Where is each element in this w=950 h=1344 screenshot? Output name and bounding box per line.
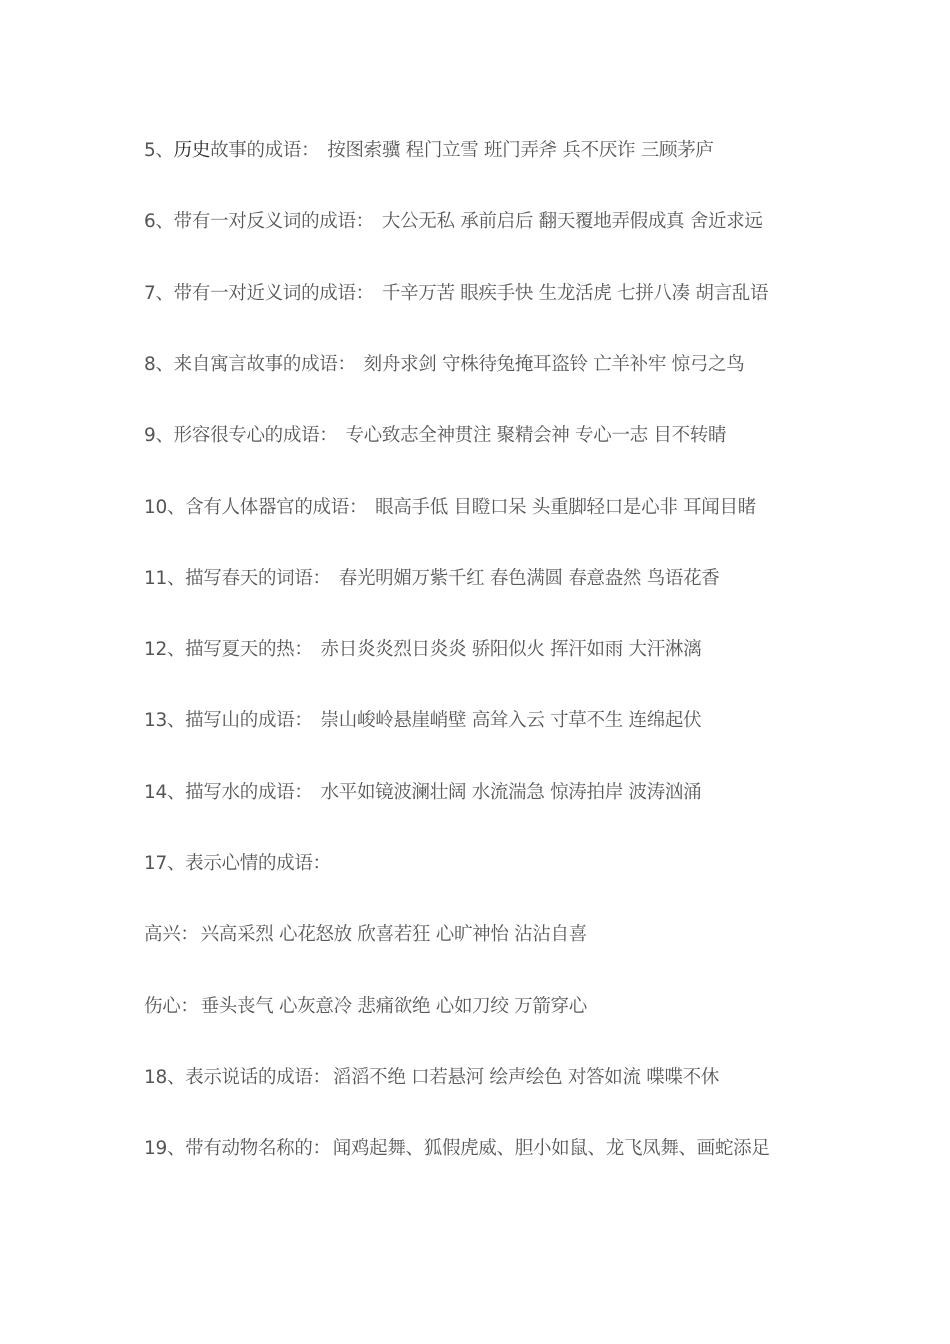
- idiom-examples: 垂头丧气 心灰意冷 悲痛欲绝 心如刀绞 万箭穿心: [200, 995, 587, 1017]
- idiom-examples: 闻鸡起舞、狐假虎威、胆小如鼠、龙飞凤舞、画蛇添足: [332, 1138, 770, 1160]
- line-label: 高兴：: [144, 924, 199, 946]
- idiom-examples: 水平如镜波澜壮阔 水流湍急 惊涛拍岸 波涛汹涌: [320, 781, 702, 803]
- idiom-line: [144, 781, 701, 805]
- idiom-examples: 按图索骥 程门立雪 班门弄斧 兵不厌诈 三顾茅庐: [327, 140, 714, 161]
- idiom-examples: 专心致志全神贯注 聚精会神 专心一志 目不转睛: [345, 425, 727, 447]
- idiom-examples: 大公无私 承前启后 翻天覆地弄假成真 舍近求远: [381, 211, 763, 233]
- line-label: 18、表示说话的成语：: [144, 1066, 331, 1088]
- line-label: 故事的成语：: [210, 140, 320, 161]
- idiom-line: [144, 353, 744, 377]
- line-label: 7、带有一对近义词的成语：: [144, 282, 374, 304]
- idiom-examples: 刻舟求剑 守株待兔掩耳盗铃 亡羊补牢 惊弓之鸟: [363, 353, 745, 375]
- idiom-examples: 眼高手低 目瞪口呆 头重脚轻口是心非 耳闻目睹: [375, 496, 756, 518]
- line-label: 14、描写水的成语：: [144, 781, 313, 803]
- idiom-examples: 春光明媚万紫千红 春色满圆 春意盎然 鸟语花香: [338, 567, 720, 589]
- idiom-examples: 崇山峻岭悬崖峭壁 高耸入云 寸草不生 连绵起伏: [320, 710, 702, 732]
- line-label: 8、来自寓言故事的成语：: [144, 353, 356, 375]
- line-label: 9、形容很专心的成语：: [144, 425, 338, 447]
- idiom-examples: 兴高采烈 心花怒放 欣喜若狂 心旷神怡 沾沾自喜: [200, 924, 587, 946]
- line-label-emphasis: 历史: [173, 140, 211, 161]
- idiom-line: [144, 496, 756, 520]
- idiom-line: [144, 1066, 719, 1090]
- idiom-line: [144, 567, 720, 591]
- idiom-line: [144, 1137, 770, 1161]
- idiom-line: [144, 995, 587, 1019]
- idiom-line: [144, 923, 587, 947]
- line-label: 13、描写山的成语：: [144, 710, 313, 732]
- idiom-line: [144, 852, 339, 876]
- idiom-examples: 赤日炎炎烈日炎炎 骄阳似火 挥汗如雨 大汗淋漓: [320, 639, 702, 661]
- line-label: 10、含有人体器官的成语：: [144, 496, 368, 518]
- idiom-line: [144, 139, 714, 163]
- idiom-line: [144, 709, 701, 733]
- idiom-line: [144, 638, 701, 662]
- line-label: 6、带有一对反义词的成语：: [144, 211, 374, 233]
- idiom-line: [144, 424, 726, 448]
- idiom-examples: 千辛万苦 眼疾手快 生龙活虎 七拼八凑 胡言乱语: [381, 282, 769, 304]
- idiom-line: [144, 210, 763, 234]
- idiom-line: [144, 282, 768, 306]
- line-label: 17、表示心情的成语：: [144, 853, 331, 874]
- line-label: 5、: [144, 140, 174, 161]
- line-label: 19、带有动物名称的：: [144, 1138, 331, 1160]
- idiom-examples: 滔滔不绝 口若悬河 绘声绘色 对答如流 喋喋不休: [332, 1066, 720, 1088]
- line-label: 12、描写夏天的热：: [144, 639, 313, 661]
- line-label: 11、描写春天的词语：: [144, 567, 331, 589]
- line-label: 伤心：: [144, 995, 199, 1017]
